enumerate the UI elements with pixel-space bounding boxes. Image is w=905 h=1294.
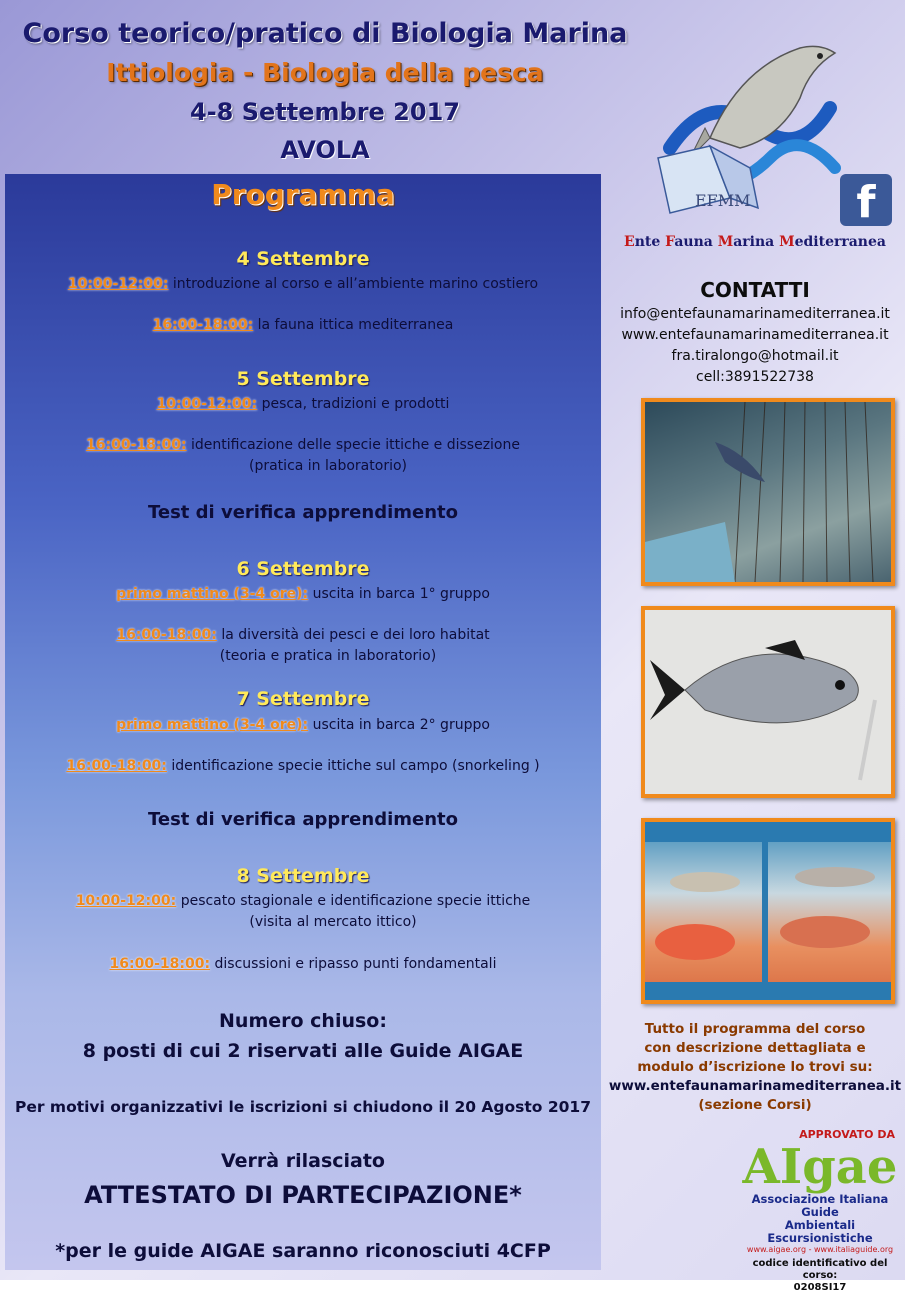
aigae-logo bbox=[735, 1128, 905, 1294]
fishing-net-photo bbox=[641, 398, 895, 586]
day-heading: 5 Settembre bbox=[236, 368, 370, 390]
ente-initial: E bbox=[624, 234, 635, 250]
fish-photo bbox=[641, 606, 895, 798]
course-subtitle: Ittiologia - Biologia della pesca bbox=[106, 58, 544, 87]
item-time: 16:00-18:00: bbox=[116, 627, 217, 643]
aigae-wordmark: AIgae bbox=[742, 1139, 898, 1195]
item-text: discussioni e ripasso punti fondamentali bbox=[214, 956, 497, 972]
contacts-title: CONTATTI bbox=[700, 278, 810, 302]
fish-market-photo bbox=[641, 818, 895, 1004]
day-heading: 4 Settembre bbox=[236, 248, 370, 270]
day-heading: 7 Settembre bbox=[236, 688, 370, 710]
item-extra: (teoria e pratica in laboratorio) bbox=[219, 648, 437, 664]
item-text: la diversità dei pesci e dei loro habitat bbox=[221, 627, 490, 643]
item-time: 16:00-18:00: bbox=[86, 437, 187, 453]
ente-word: editerranea bbox=[794, 234, 886, 250]
ente-word: arina bbox=[733, 234, 780, 250]
contact-email-2[interactable]: fra.tiralongo@hotmail.it bbox=[671, 348, 839, 364]
info-line: Tutto il programma del corso bbox=[644, 1021, 866, 1037]
cfp-note: *per le guide AIGAE saranno riconosciuti 4CFP bbox=[55, 1240, 551, 1262]
info-line: con descrizione dettagliata e bbox=[644, 1040, 866, 1056]
program-item bbox=[5, 276, 601, 292]
header bbox=[0, 14, 650, 168]
item-text: uscita in barca 2° gruppo bbox=[312, 717, 490, 733]
contacts bbox=[605, 278, 905, 388]
ente-word: nte bbox=[634, 234, 666, 250]
facebook-icon[interactable]: f bbox=[840, 174, 892, 226]
approved-label: APPROVATO DA bbox=[799, 1128, 895, 1141]
item-time: 16:00-18:00: bbox=[109, 956, 211, 972]
attestato: ATTESTATO DI PARTECIPAZIONE* bbox=[84, 1181, 522, 1209]
iscrizioni: Per motivi organizzativi le iscrizioni si chiudono il 20 Agosto 2017 bbox=[15, 1098, 591, 1116]
efmm-logo bbox=[650, 28, 850, 238]
item-text: la fauna ittica mediterranea bbox=[257, 317, 454, 333]
course-code-label: codice identificativo del corso: bbox=[752, 1258, 888, 1281]
program-item bbox=[5, 317, 601, 333]
program-item bbox=[5, 627, 601, 643]
item-time: 16:00-18:00: bbox=[152, 317, 254, 333]
pompano-fish-icon bbox=[645, 610, 891, 794]
item-text: identificazione specie ittiche sul campo (snorkeling ) bbox=[171, 758, 540, 774]
aigae-assoc-line: Associazione Italiana Guide bbox=[751, 1192, 889, 1219]
contact-phone: cell:3891522738 bbox=[696, 369, 814, 385]
posti: 8 posti di cui 2 riservati alle Guide AIGAE bbox=[82, 1040, 524, 1062]
dolphinfish-wave-icon bbox=[650, 28, 850, 238]
program-title: Programma bbox=[211, 178, 395, 211]
program-item bbox=[5, 717, 601, 733]
course-title: Corso teorico/pratico di Biologia Marina bbox=[22, 18, 628, 49]
ente-initial: M bbox=[779, 234, 795, 250]
info-box bbox=[605, 1020, 905, 1115]
item-time: 16:00-18:00: bbox=[66, 758, 167, 774]
ente-word: auna bbox=[674, 234, 718, 250]
rilascio: Verrà rilasciato bbox=[221, 1150, 385, 1172]
ente-name bbox=[605, 234, 905, 250]
program-panel bbox=[5, 174, 601, 1270]
info-line: modulo d’iscrizione lo trovi su: bbox=[637, 1059, 873, 1075]
item-extra: (pratica in laboratorio) bbox=[249, 458, 407, 474]
program-item bbox=[5, 437, 601, 453]
item-text: uscita in barca 1° gruppo bbox=[312, 586, 490, 602]
program-item bbox=[5, 396, 601, 412]
aigae-assoc-line: Ambientali Escursionistiche bbox=[767, 1218, 873, 1245]
item-time: 10:00-12:00: bbox=[67, 276, 169, 292]
info-url[interactable]: www.entefaunamarinamediterranea.it bbox=[608, 1078, 902, 1094]
item-time: 10:00-12:00: bbox=[156, 396, 258, 412]
course-code: 0208SI17 bbox=[793, 1282, 847, 1293]
numero-chiuso: Numero chiuso: bbox=[219, 1010, 387, 1032]
fish-crates-icon bbox=[645, 822, 891, 1000]
aigae-web[interactable]: www.aigae.org - www.italiaguide.org bbox=[746, 1245, 894, 1254]
item-text: identificazione delle specie ittiche e dissezione bbox=[191, 437, 520, 453]
program-item bbox=[5, 758, 601, 774]
item-text: introduzione al corso e all’ambiente marino costiero bbox=[172, 276, 539, 292]
item-extra: (visita al mercato ittico) bbox=[249, 914, 417, 930]
contact-web[interactable]: www.entefaunamarinamediterranea.it bbox=[621, 327, 889, 343]
course-dates: 4-8 Settembre 2017 bbox=[190, 98, 460, 126]
item-time: primo mattino (3-4 ore): bbox=[116, 586, 309, 602]
program-item bbox=[5, 586, 601, 602]
ente-initial: F bbox=[665, 234, 675, 250]
test-label: Test di verifica apprendimento bbox=[147, 502, 459, 523]
info-section: (sezione Corsi) bbox=[698, 1097, 812, 1113]
item-text: pesca, tradizioni e prodotti bbox=[261, 396, 450, 412]
program-item bbox=[5, 956, 601, 972]
day-heading: 8 Settembre bbox=[236, 865, 370, 887]
course-place: AVOLA bbox=[280, 136, 370, 164]
day-heading: 6 Settembre bbox=[236, 558, 370, 580]
item-time: primo mattino (3-4 ore): bbox=[116, 717, 309, 733]
efmm-letters: EFMM bbox=[695, 191, 751, 210]
test-label: Test di verifica apprendimento bbox=[147, 809, 459, 830]
fish-in-net-icon bbox=[645, 402, 891, 582]
item-text: pescato stagionale e identificazione specie ittiche bbox=[180, 893, 531, 909]
contact-email[interactable]: info@entefaunamarinamediterranea.it bbox=[620, 306, 890, 322]
program-item bbox=[5, 893, 601, 909]
ente-initial: M bbox=[717, 234, 734, 250]
item-time: 10:00-12:00: bbox=[75, 893, 177, 909]
